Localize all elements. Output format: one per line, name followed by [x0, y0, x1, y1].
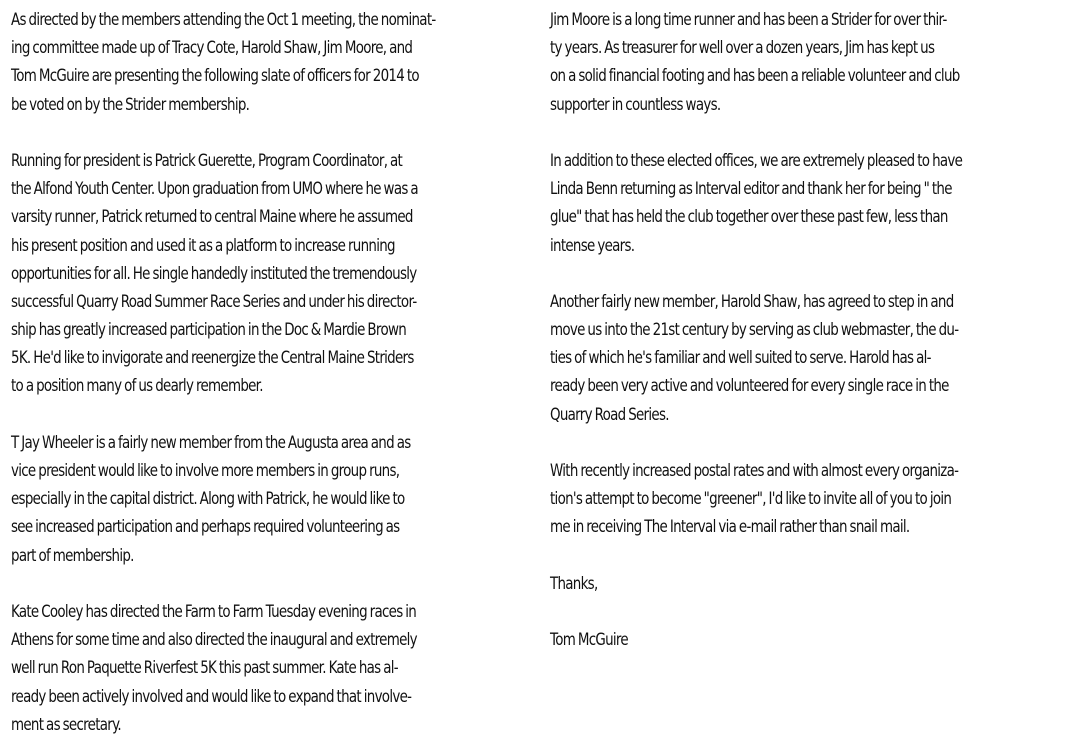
- text-line: Running for president is Patrick Guerette, Program Coordinator, at: [11, 150, 403, 171]
- text-line: Quarry Road Series.: [550, 404, 669, 425]
- text-line: varsity runner, Patrick returned to central Maine where he assumed: [11, 207, 413, 228]
- paragraph-secretary: [11, 598, 544, 739]
- paragraph-gap: [550, 119, 1071, 147]
- text-line: move us into the 21st century by serving as club webmaster, the du-: [550, 320, 959, 341]
- paragraph-gap: [11, 570, 544, 598]
- text-line: Another fairly new member, Harold Shaw, has agreed to step in and: [550, 291, 954, 312]
- right-column: [550, 6, 1071, 654]
- text-line: me in receiving The Interval via e-mail rather than snail mail.: [550, 517, 910, 538]
- paragraph-gap: [11, 401, 544, 429]
- left-column: [11, 6, 544, 739]
- text-line: ties of which he's familiar and well suited to serve. Harold has al-: [550, 348, 931, 369]
- paragraph-nominating-committee: [11, 6, 544, 119]
- paragraph-gap: [550, 260, 1071, 288]
- text-line: intense years.: [550, 235, 635, 256]
- paragraph-gap: [550, 598, 1071, 626]
- text-line: Athens for some time and also directed the inaugural and extremely: [11, 630, 417, 651]
- paragraph-president: [11, 147, 544, 401]
- text-line: T Jay Wheeler is a fairly new member from the Augusta area and as: [11, 432, 411, 453]
- text-line: the Alfond Youth Center. Upon graduation from UMO where he was a: [11, 179, 418, 200]
- text-line: ready been very active and volunteered for every single race in the: [550, 376, 949, 397]
- closing-text: Thanks,: [550, 573, 598, 594]
- paragraph-gap: [550, 542, 1071, 570]
- text-line: ready been actively involved and would like to expand that involve-: [11, 686, 412, 707]
- text-line: Jim Moore is a long time runner and has been a Strider for over thir-: [550, 10, 947, 30]
- paragraph-webmaster: [550, 288, 1071, 429]
- text-line: to a position many of us dearly remember.: [11, 376, 263, 397]
- text-line: part of membership.: [11, 545, 134, 566]
- paragraph-interval-editor: [550, 147, 1071, 260]
- paragraph-gap: [550, 429, 1071, 457]
- text-line: 5K. He'd like to invigorate and reenergize the Central Maine Striders: [11, 348, 414, 369]
- paragraph-vice-president: [11, 429, 544, 570]
- text-line: Linda Benn returning as Interval editor and thank her for being " the: [550, 179, 952, 200]
- text-line: his present position and used it as a platform to increase running: [11, 235, 395, 256]
- text-line: As directed by the members attending the Oct 1 meeting, the nominat-: [11, 10, 436, 30]
- text-line: glue" that has held the club together over these past few, less than: [550, 207, 948, 228]
- text-line: Tom McGuire are presenting the following slate of officers for 2014 to: [11, 66, 419, 87]
- text-line: tion's attempt to become "greener", I'd like to invite all of you to join: [550, 489, 952, 510]
- paragraph-treasurer: [550, 6, 1071, 119]
- text-line: well run Ron Paquette Riverfest 5K this past summer. Kate has al-: [11, 658, 398, 679]
- text-line: on a solid financial footing and has been a reliable volunteer and club: [550, 66, 960, 87]
- text-line: ing committee made up of Tracy Cote, Harold Shaw, Jim Moore, and: [11, 38, 413, 59]
- text-line: ship has greatly increased participation in the Doc & Mardie Brown: [11, 320, 407, 341]
- text-line: With recently increased postal rates and with almost every organiza-: [550, 461, 959, 481]
- text-line: be voted on by the Strider membership.: [11, 94, 250, 115]
- text-line: In addition to these elected offices, we are extremely pleased to have: [550, 150, 963, 171]
- paragraph-gap: [11, 119, 544, 147]
- text-line: see increased participation and perhaps required volunteering as: [11, 517, 400, 538]
- text-line: Kate Cooley has directed the Farm to Farm Tuesday evening races in: [11, 601, 417, 622]
- text-line: vice president would like to involve more members in group runs,: [11, 461, 400, 481]
- text-line: ment as secretary.: [11, 714, 121, 735]
- text-line: ty years. As treasurer for well over a dozen years, Jim has kept us: [550, 38, 935, 59]
- text-line: opportunities for all. He single handedly instituted the tremendously: [11, 263, 417, 284]
- signature-name: Tom McGuire: [550, 630, 629, 651]
- paragraph-email-invitation: [550, 457, 1071, 542]
- text-line: successful Quarry Road Summer Race Series and under his director-: [11, 291, 417, 312]
- text-line: supporter in countless ways.: [550, 94, 721, 115]
- text-line: especially in the capital district. Along with Patrick, he would like to: [11, 489, 405, 510]
